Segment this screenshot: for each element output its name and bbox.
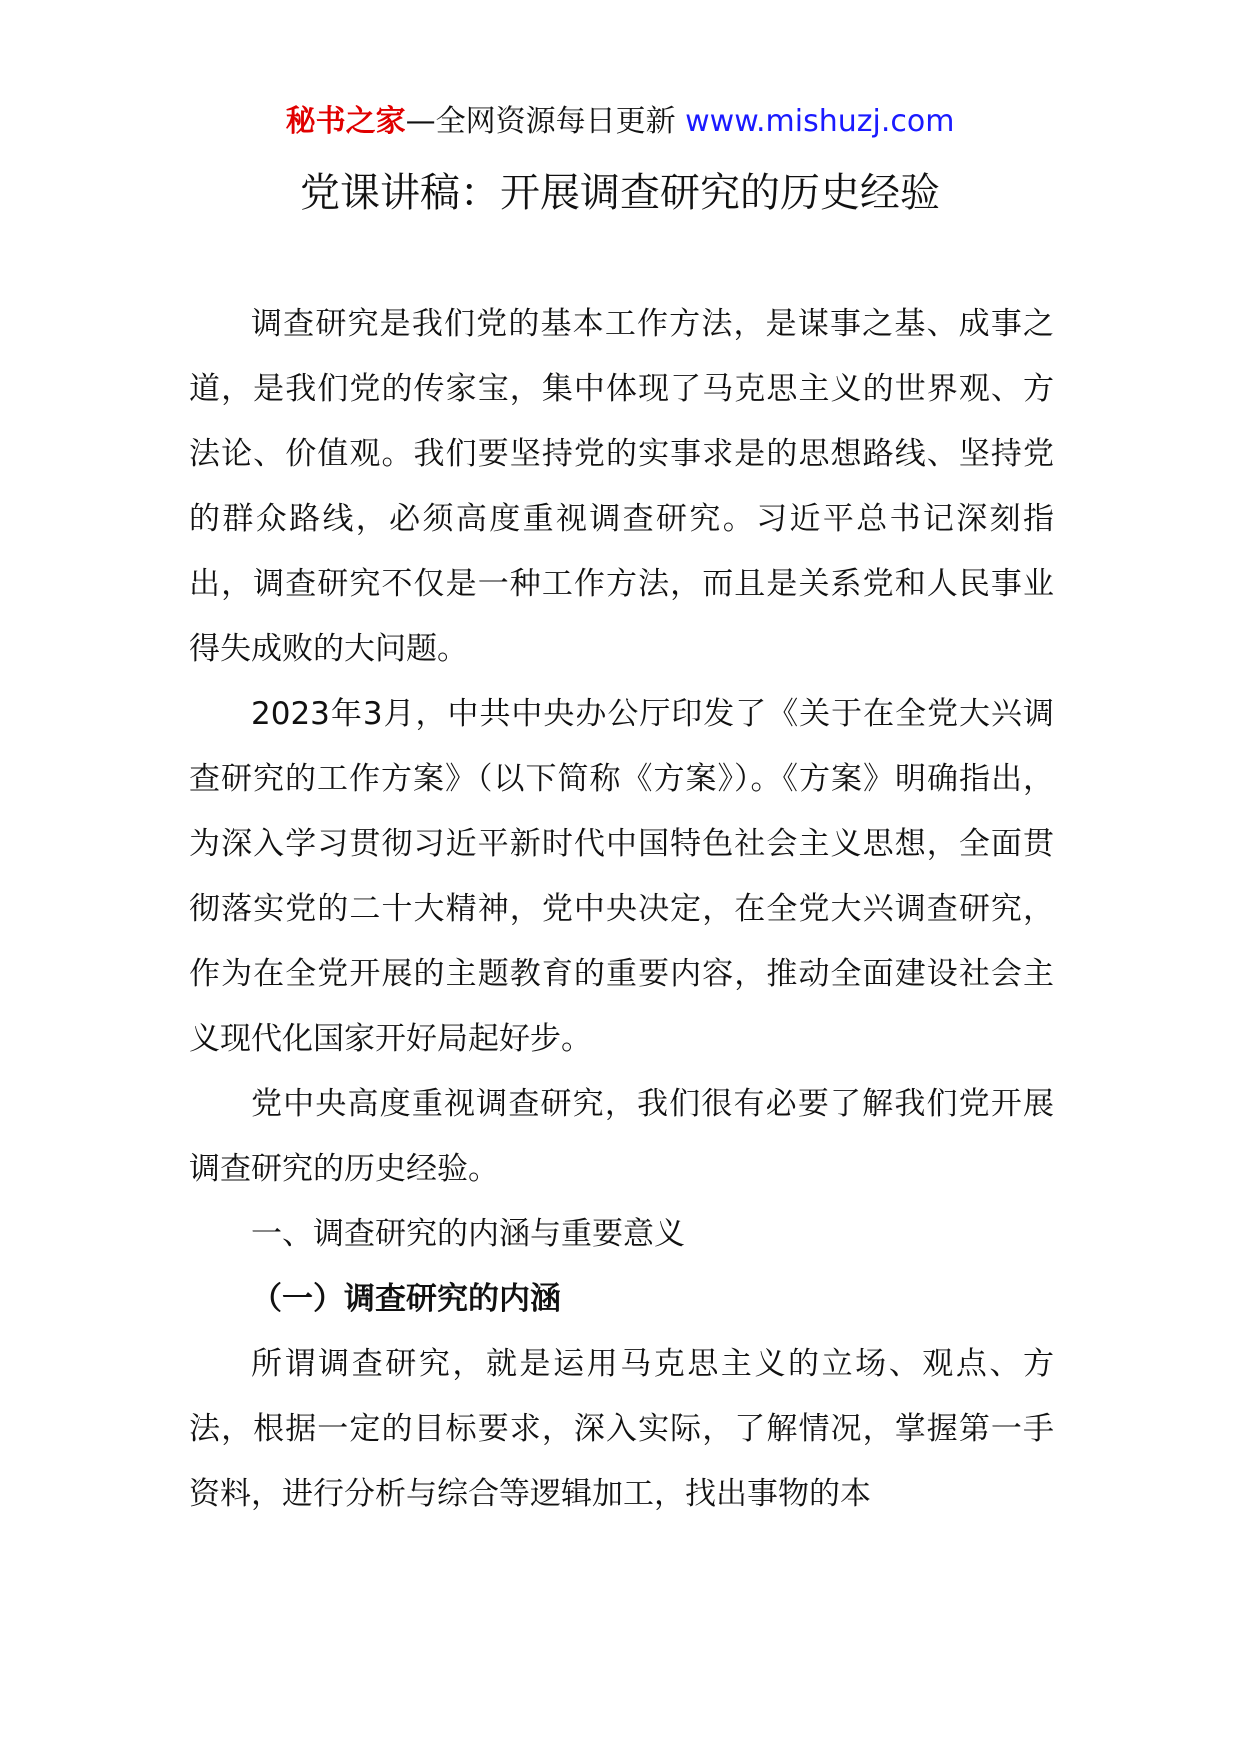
subsection-heading: （一）调查研究的内涵: [251, 1281, 561, 1317]
body-paragraph: 党中央高度重视调查研究，我们很有必要了解我们党开展调查研究的历史经验。: [189, 1086, 1054, 1187]
site-header: [0, 102, 1240, 142]
site-url[interactable]: www.mishuzj.com: [685, 104, 955, 139]
body-paragraph: 所谓调查研究，就是运用马克思主义的立场、观点、方法，根据一定的目标要求，深入实际，了解情况，掌握第一手资料，进行分析与综合等逻辑加工，找出事物的本: [189, 1346, 1054, 1512]
document-body: [189, 292, 1054, 1527]
brand-slogan: —全网资源每日更新: [405, 104, 686, 139]
document-title: 党课讲稿：开展调查研究的历史经验: [300, 170, 940, 216]
body-paragraph: 调查研究是我们党的基本工作方法，是谋事之基、成事之道，是我们党的传家宝，集中体现了马克思主义的世界观、方法论、价值观。我们要坚持党的实事求是的思想路线、坚持党的群众路线，必须高度重视调查研究。习近平总书记深刻指出，调查研究不仅是一种工作方法，而且是关系党和人民事业得失成败的大问题。: [189, 306, 1054, 667]
brand-name: 秘书之家: [285, 104, 406, 139]
body-paragraph: 2023年3月，中共中央办公厅印发了《关于在全党大兴调查研究的工作方案》（以下简称《方案》）。《方案》明确指出，为深入学习贯彻习近平新时代中国特色社会主义思想，全面贯彻落实党的二十大精神，党中央决定，在全党大兴调查研究，作为在全党开展的主题教育的重要内容，推动全面建设社会主义现代化国家开好局起好步。: [189, 696, 1054, 1057]
section-heading: 一、调查研究的内涵与重要意义: [251, 1216, 685, 1252]
